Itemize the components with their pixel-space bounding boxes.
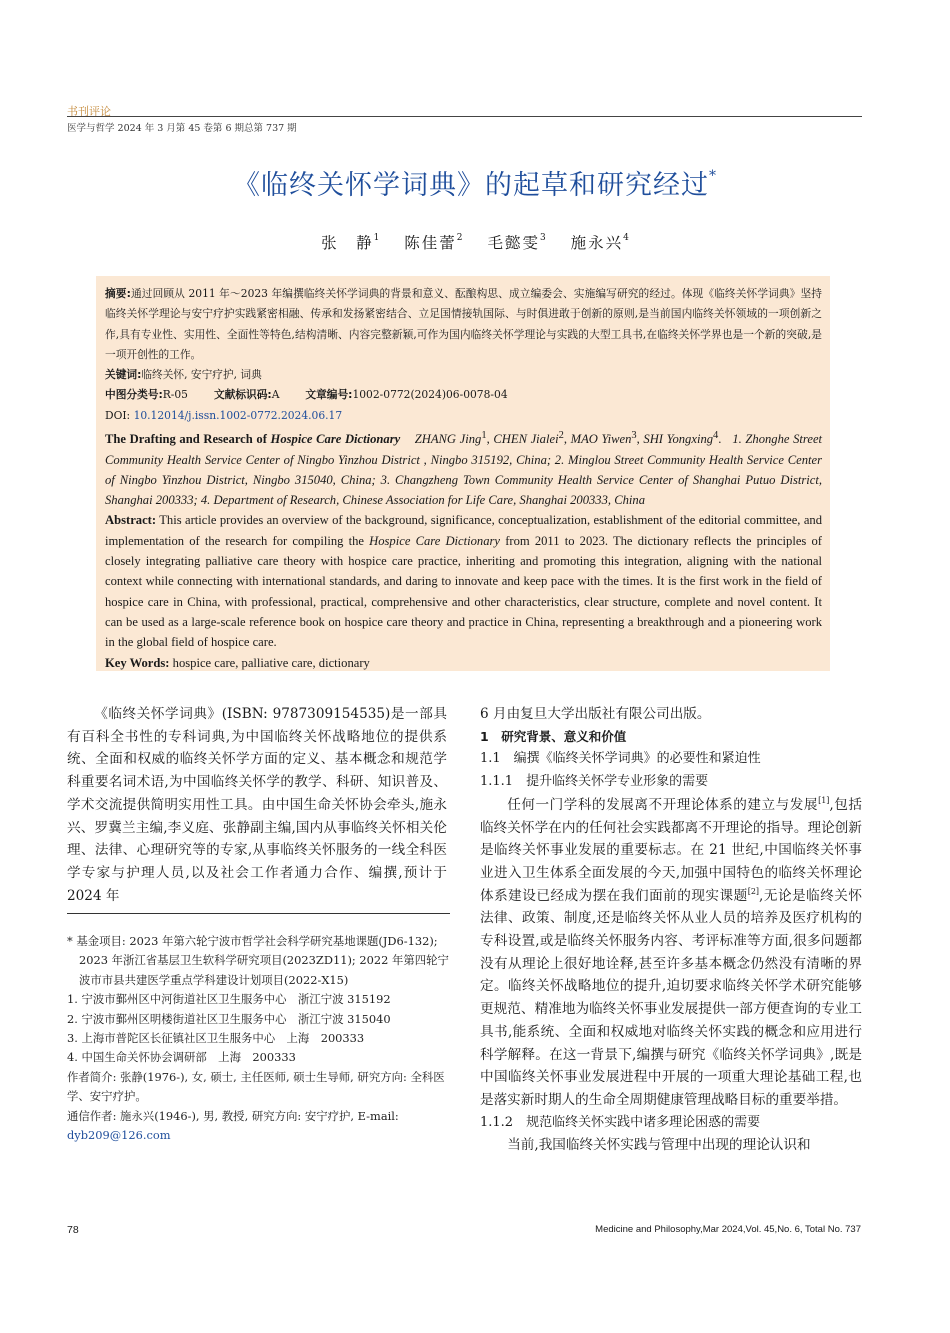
citation[interactable]: [2] [747,886,760,896]
page-number: 78 [67,1224,79,1236]
body-paragraph: 当前,我国临终关怀实践与管理中出现的理论认识和 [507,1137,811,1154]
article-title [0,163,950,202]
keywords-cn: 关键词:临终关怀, 安宁疗护, 词典 [105,368,262,382]
footer-journal: Medicine and Philosophy,Mar 2024,Vol. 45,No. 6, Total No. 737 [595,1224,861,1235]
citation[interactable]: [1] [818,795,830,805]
author-list [0,231,950,253]
section-heading: 1 研究背景、意义和价值 [480,728,627,744]
affiliation-note: 2. 宁波市鄞州区明楼街道社区卫生服务中心 浙江宁波 315040 [67,1011,391,1026]
keywords-en: Key Words: hospice care, palliative care, dictionary [105,655,370,670]
abstract-box [96,276,830,671]
subsection-heading: 1.1 编撰《临终关怀学词典》的必要性和紧迫性 [480,751,761,767]
fund-note: * 基金项目: 2023 年第六轮宁波市哲学社会科学研究基地课题(JD6-132); 2023 年浙江省基层卫生软科学研究项目(2023ZD11); 2022 年第四轮宁波市市县共建医学重点学科建设计划项目(2022-X15) [67,934,449,987]
affiliation-note: 4. 中国生命关怀协会调研部 上海 200333 [67,1050,296,1065]
body-column-left [67,703,447,907]
email-link[interactable]: dyb209@126.com [67,1128,171,1143]
subsubsection-heading: 1.1.2 规范临终关怀实践中诸多理论困惑的需要 [480,1114,761,1130]
footnote-rule [67,913,450,914]
author: 毛懿雯$^3$ [487,233,546,252]
title-mark: * [709,168,717,184]
body-column-right [480,703,862,1157]
section-tag: 书刊评论 [67,105,111,118]
author: 施永兴$^4$ [570,233,629,252]
author-bio: 作者简介: 张静(1976-), 女, 硕士, 主任医师, 硕士生导师, 研究方向: 全科医学、安宁疗护。 [67,1069,445,1104]
doi-link[interactable]: 10.12014/j.issn.1002-0772.2024.06.17 [133,408,343,422]
classification-line: 中图分类号:R-05 文献标识码:A 文章编号:1002-0772(2024)06-0078-04 [105,388,508,402]
title-text: 《临终关怀学词典》的起草和研究经过 [233,170,709,201]
journal-info: 医学与哲学 2024 年 3 月第 45 卷第 6 期总第 737 期 [67,123,297,134]
body-paragraph: 任何一门学科的发展离不开理论体系的建立与发展[1],包括临终关怀学在内的任何社会实践都离不开理论的指导。理论创新是临终关怀事业发展的重要标志。在 21 世纪,中国临终关怀事业进入卫生体系全面发展的今天,加强中国特色的临终关怀理论体系建设已经成为摆在我们面前的现实课题[2],无论是临终关怀法律、政策、制度,还是临终关怀从业人员的培养及医疗机构的专科设置,或是临终关怀服务内容、考评标准等方面,很多问题都没有从理论上很好地诠释,甚至许多基本概念仍然没有清晰的界定。临终关怀战略地位的提升,迫切要求临终关怀学术研究能够更规范、精准地为临终关怀事业发展提供一部方便查询的专业工具书,能系统、全面和权威地对临终关怀实践的概念和应用进行科学解释。在这一背景下,编撰与研究《临终关怀学词典》,既是中国临终关怀事业发展进程中开展的一项重大理论基础工程,也是落实新时期人的生命全周期健康管理战略目标的重要举措。 [480,795,863,1108]
footnotes [67,932,449,1145]
affiliation-note: 3. 上海市普陀区长征镇社区卫生服务中心 上海 200333 [67,1031,365,1046]
author: 张 静$^1$ [321,233,380,252]
intro-paragraph: 《临终关怀学词典》(ISBN: 9787309154535)是一部具有百科全书性的专科词典,为中国临终关怀战略地位的提供系统、全面和权威的临终关怀学方面的定义、基本概念和规范学科重要名词术语,为中国临终关怀学的教学、科研、知识普及、学术交流提供简明实用性工具。由中国生命关怀协会牵头,施永兴、罗冀兰主编,李义庭、张静副主编,国内从事临终关怀相关伦理、法律、心理研究等的专家,从事临终关怀服务的一线全科医学专家与护理人员,以及社会工作者通力合作、编撰,预计于 2024 年 [67,706,447,904]
doi-line: DOI: 10.12014/j.issn.1002-0772.2024.06.17 [105,408,343,422]
english-title-authors: The Drafting and Research of Hospice Care Dictionary ZHANG Jing$^1$, CHEN Jialei$^2$, MAO Yiwen$^3$, SHI Yongxing$^4$. 1. Zhonghe Street Community Health Service Center of Ningbo Yinzhou District , Ningbo 315192, China; 2. Minglou Street Community Health Service Center of Ningbo Yinzhou District, Ningbo 315040, China; 3. Changzheng Town Community Health Service Center of Shanghai Putuo District, Shanghai 200333; 4. Department of Research, Chinese Association for Life Care, Shanghai 200333, China [105,430,823,508]
continued-text: 6 月由复旦大学出版社有限公司出版。 [480,706,711,722]
affiliation-note: 1. 宁波市鄞州区中河街道社区卫生服务中心 浙江宁波 315192 [67,992,391,1007]
header-rule [67,116,862,117]
abstract-cn: 摘要:通过回顾从 2011 年～2023 年编撰临终关怀学词典的背景和意义、酝酿构思、成立编委会、实施编写研究的经过。体现《临终关怀学词典》坚持临终关怀学理论与安宁疗护实践紧密相融、传承和发扬紧密结合、立足国情接轨国际、与时俱进敢于创新的原则,是当前国内临终关怀领域的一项创新之作,具有专业性、实用性、全面性等特色,结构清晰、内容完整新颖,可作为国内临终关怀学理论与实践的大型工具书,在临终关怀学界也是一个新的突破,是一项开创性的工作。 [105,287,822,361]
abstract-en: Abstract: This article provides an overview of the background, significance, conceptualization, establishment of the editorial committee, and implementation of the research for compiling the Hospice Care Dictionary from 2011 to 2023. The dictionary reflects the principles of closely integrating palliative care theory with hospice care practice, inheriting and promoting this integration, aligning with the national context while connecting with international standards, and daring to innovate and keep pace with the times. It is the first work in the field of hospice care in China, with professional, practical, comprehensive and other characteristics, clear structure, complete and novel content. It can be used as a large-scale reference book on hospice care theory and practice in China, representing a breakthrough and a pioneering work in the global field of hospice care. [105,513,823,650]
author: 陈佳蕾$^2$ [404,233,463,252]
english-affiliations: 1. Zhonghe Street Community Health Service Center of Ningbo Yinzhou District , Ningbo 315192, China; 2. Minglou Street Community Health Service Center of Ningbo Yinzhou District, Ningbo 315040, China; 3. Changzheng Town Community Health Service Center of Shanghai Putuo District, Shanghai 200333; 4. Department of Research, Chinese Association for Life Care, Shanghai 200333, China [105,432,823,508]
corresponding-author: 通信作者: 施永兴(1946-), 男, 教授, 研究方向: 安宁疗护, E-mail: dyb209@126.com [67,1108,399,1143]
subsubsection-heading: 1.1.1 提升临终关怀学专业形象的需要 [480,774,709,790]
